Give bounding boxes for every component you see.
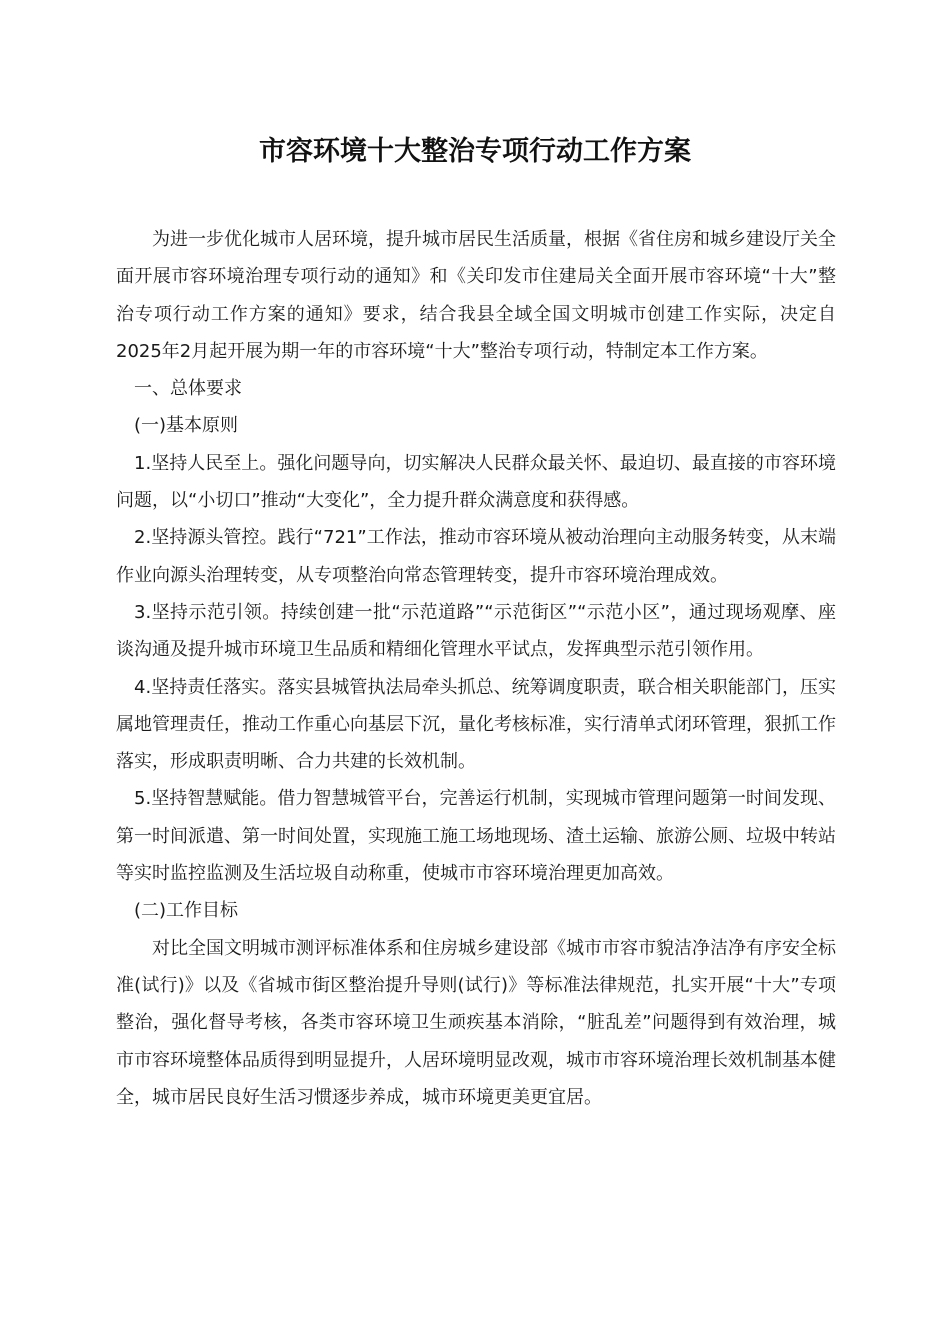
principle-paragraph-1: 1.坚持人民至上。强化问题导向，切实解决人民群众最关怀、最迫切、最直接的市容环境问题，以“小切口”推动“大变化”，全力提升群众满意度和获得感。 <box>116 452 836 512</box>
document-body <box>116 221 836 1116</box>
section-heading-general-requirements: 一、总体要求 <box>134 378 242 400</box>
subsection-heading-work-goals: (二)工作目标 <box>134 900 239 922</box>
goals-paragraph: 对比全国文明城市测评标准体系和住房城乡建设部《城市市容市貌洁净洁净有序安全标准(试行)》以及《省城市街区整治提升导则(试行)》等标准法律规范，扎实开展“十大”专项整治，强化督导考核，各类市容环境卫生顽疾基本消除，“脏乱差”问题得到有效治理，城市市容环境整体品质得到明显提升，人居环境明显改观，城市市容环境治理长效机制基本健全，城市居民良好生活习惯逐步养成，城市环境更美更宜居。 <box>116 937 836 1108</box>
principle-paragraph-3: 3.坚持示范引领。持续创建一批“示范道路”“示范街区”“示范小区”，通过现场观摩、座谈沟通及提升城市环境卫生品质和精细化管理水平试点，发挥典型示范引领作用。 <box>116 601 836 661</box>
principle-paragraph-4: 4.坚持责任落实。落实县城管执法局牵头抓总、统筹调度职责，联合相关职能部门，压实属地管理责任，推动工作重心向基层下沉，量化考核标准，实行清单式闭环管理，狠抓工作落实，形成职责明晰、合力共建的长效机制。 <box>116 676 836 773</box>
principle-paragraph-5: 5.坚持智慧赋能。借力智慧城管平台，完善运行机制，实现城市管理问题第一时间发现、第一时间派遣、第一时间处置，实现施工施工场地现场、渣土运输、旅游公厕、垃圾中转站等实时监控监测及生活垃圾自动称重，使城市市容环境治理更加高效。 <box>116 788 836 885</box>
subsection-heading-basic-principles: (一)基本原则 <box>134 415 239 437</box>
document-title: 市容环境十大整治专项行动工作方案 <box>259 136 691 167</box>
intro-paragraph: 为进一步优化城市人居环境，提升城市居民生活质量，根据《省住房和城乡建设厅关全面开展市容环境治理专项行动的通知》和《关印发市住建局关全面开展市容环境“十大”整治专项行动工作方案的通知》要求，结合我县全域全国文明城市创建工作实际，决定自2025年2月起开展为期一年的市容环境“十大”整治专项行动，特制定本工作方案。 <box>116 229 836 362</box>
principle-paragraph-2: 2.坚持源头管控。践行“721”工作法，推动市容环境从被动治理向主动服务转变，从末端作业向源头治理转变，从专项整治向常态管理转变，提升市容环境治理成效。 <box>116 527 836 586</box>
